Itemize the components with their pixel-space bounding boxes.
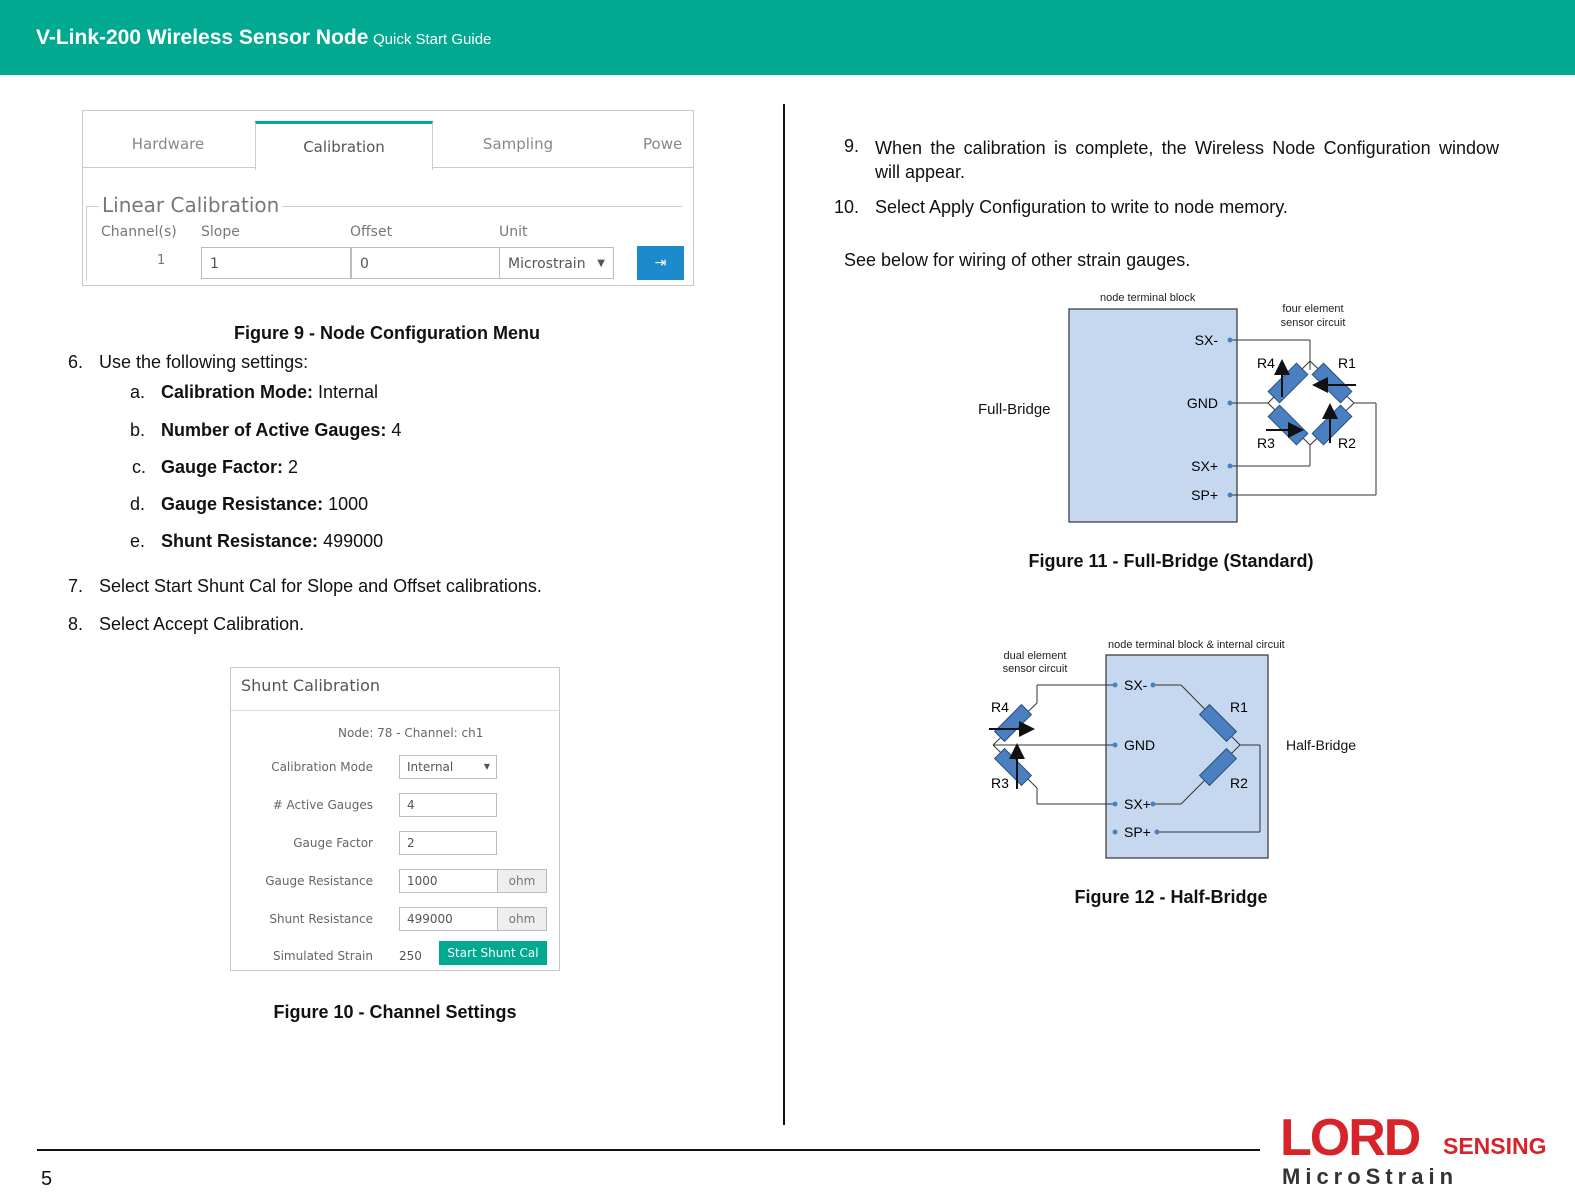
setting-label: Gauge Resistance: bbox=[161, 494, 324, 514]
offset-input[interactable]: 0 bbox=[351, 247, 500, 279]
footer-rule bbox=[37, 1149, 1260, 1151]
full-bridge-label: Full-Bridge bbox=[978, 401, 1051, 418]
half-bridge-diagram bbox=[975, 633, 1375, 863]
logo-microstrain: MicroStrain bbox=[1282, 1164, 1459, 1189]
figure-11-caption: Figure 11 - Full-Bridge (Standard) bbox=[1028, 551, 1314, 571]
setting-value: 1000 bbox=[328, 494, 369, 514]
circuit-label-line2: sensor circuit bbox=[1280, 317, 1346, 329]
step-10-number: 10. bbox=[834, 197, 860, 217]
calibration-mode-label: Calibration Mode bbox=[271, 760, 373, 774]
half-bridge-label: Half-Bridge bbox=[1286, 737, 1357, 753]
r2-label: R2 bbox=[1338, 435, 1356, 451]
linear-calibration-title: Linear Calibration bbox=[99, 193, 282, 217]
setting-gauge-resistance bbox=[161, 494, 368, 515]
gauge-factor-input[interactable]: 2 bbox=[399, 831, 497, 855]
shunt-resistance-unit: ohm bbox=[497, 907, 547, 931]
page-number: 5 bbox=[41, 1168, 53, 1190]
setting-label: Shunt Resistance: bbox=[161, 531, 319, 551]
sp-plus-label: SP+ bbox=[1191, 487, 1218, 503]
step-8-text: Select Accept Calibration. bbox=[99, 614, 305, 634]
setting-label: Calibration Mode: bbox=[161, 382, 313, 402]
step-6-number: 6. bbox=[68, 352, 84, 372]
step-7-number: 7. bbox=[68, 576, 84, 596]
step-9-number: 9. bbox=[844, 136, 860, 156]
gnd-label: GND bbox=[1124, 737, 1156, 753]
simulated-strain-label: Simulated Strain bbox=[272, 949, 373, 963]
logo-sensing: SENSING bbox=[1443, 1133, 1547, 1159]
tab-calibration[interactable]: Calibration bbox=[255, 121, 433, 170]
sx-minus-label: SX- bbox=[1124, 677, 1148, 693]
gauge-resistance-unit: ohm bbox=[497, 869, 547, 893]
setting-value: 2 bbox=[288, 457, 299, 477]
apply-calibration-button[interactable] bbox=[637, 246, 684, 280]
full-bridge-diagram bbox=[970, 285, 1390, 530]
setting-label: Gauge Factor: bbox=[161, 457, 284, 477]
gauge-factor-label: Gauge Factor bbox=[293, 836, 373, 850]
column-divider bbox=[783, 104, 785, 1125]
active-gauges-label: # Active Gauges bbox=[272, 798, 373, 812]
setting-c-letter: c. bbox=[132, 457, 147, 477]
step-7-text: Select Start Shunt Cal for Slope and Offset calibrations. bbox=[99, 576, 542, 596]
simulated-strain-value: 250 bbox=[399, 949, 422, 963]
r4-label: R4 bbox=[1257, 355, 1275, 371]
shunt-calibration-title: Shunt Calibration bbox=[241, 676, 380, 695]
channel-value: 1 bbox=[157, 253, 166, 268]
step-8-number: 8. bbox=[68, 614, 84, 634]
channel-column-label: Channel(s) bbox=[101, 224, 177, 240]
shunt-calibration-screenshot bbox=[230, 667, 560, 971]
step-9-text: When the calibration is complete, the Wireless Node Configuration window will appear. bbox=[875, 138, 1499, 182]
setting-d-letter: d. bbox=[130, 494, 146, 514]
tab-power[interactable]: Powe bbox=[643, 135, 683, 153]
sp-plus-label: SP+ bbox=[1124, 824, 1151, 840]
calibration-mode-value: Internal bbox=[407, 760, 454, 774]
setting-value: 4 bbox=[391, 420, 402, 440]
unit-select[interactable] bbox=[499, 247, 614, 279]
shunt-resistance-label: Shunt Resistance bbox=[269, 912, 373, 926]
step-6-text: Use the following settings: bbox=[99, 352, 309, 372]
page-header bbox=[0, 0, 1575, 75]
setting-shunt-resistance bbox=[161, 531, 383, 552]
logo-lord: LORD bbox=[1280, 1109, 1420, 1167]
setting-label: Number of Active Gauges: bbox=[161, 420, 387, 440]
node-config-screenshot bbox=[82, 110, 694, 286]
sx-minus-label: SX- bbox=[1194, 332, 1218, 348]
tab-sampling[interactable]: Sampling bbox=[482, 135, 554, 153]
document-subtitle: Quick Start Guide bbox=[373, 31, 492, 48]
block-label: node terminal block & internal circuit bbox=[1108, 639, 1285, 651]
lord-sensing-logo bbox=[1280, 1109, 1550, 1189]
setting-b-letter: b. bbox=[130, 420, 146, 440]
setting-calibration-mode bbox=[161, 382, 378, 403]
figure-9-caption: Figure 9 - Node Configuration Menu bbox=[234, 323, 540, 343]
unit-column-label: Unit bbox=[499, 224, 528, 240]
active-gauges-input[interactable]: 4 bbox=[399, 793, 497, 817]
r1-label: R1 bbox=[1230, 699, 1248, 715]
title-divider bbox=[231, 710, 559, 711]
setting-value: Internal bbox=[318, 382, 379, 402]
circuit-label-line1: four element bbox=[1282, 303, 1344, 315]
r3-label: R3 bbox=[1257, 435, 1275, 451]
node-channel-label: Node: 78 - Channel: ch1 bbox=[338, 726, 484, 740]
setting-gauge-factor bbox=[161, 457, 298, 478]
block-label: node terminal block bbox=[1100, 292, 1196, 304]
gauge-resistance-input[interactable]: 1000 bbox=[399, 869, 498, 893]
figure-10-caption: Figure 10 - Channel Settings bbox=[273, 1002, 517, 1022]
wiring-note: See below for wiring of other strain gauges. bbox=[844, 250, 1191, 270]
sx-plus-label: SX+ bbox=[1124, 796, 1151, 812]
r3-label: R3 bbox=[991, 775, 1009, 791]
r4-label: R4 bbox=[991, 699, 1009, 715]
gauge-resistance-label: Gauge Resistance bbox=[265, 874, 373, 888]
transfer-icon: ⇥ bbox=[654, 255, 667, 271]
figure-12-caption: Figure 12 - Half-Bridge bbox=[1074, 887, 1268, 907]
gnd-label: GND bbox=[1186, 395, 1218, 411]
slope-input[interactable]: 1 bbox=[201, 247, 351, 279]
setting-e-letter: e. bbox=[130, 531, 146, 551]
r1-label: R1 bbox=[1338, 355, 1356, 371]
chevron-down-icon: ▼ bbox=[483, 762, 490, 771]
offset-column-label: Offset bbox=[350, 224, 393, 240]
unit-select-value: Microstrain bbox=[508, 256, 586, 272]
step-10-text: Select Apply Configuration to write to node memory. bbox=[875, 197, 1288, 217]
document-title: V-Link-200 Wireless Sensor Node bbox=[36, 26, 369, 49]
circuit-label-line2: sensor circuit bbox=[1002, 663, 1068, 675]
calibration-mode-select[interactable] bbox=[399, 755, 497, 779]
chevron-down-icon: ▼ bbox=[597, 258, 605, 269]
tab-hardware[interactable]: Hardware bbox=[131, 135, 205, 153]
r2-label: R2 bbox=[1230, 775, 1248, 791]
setting-active-gauges bbox=[161, 420, 401, 441]
setting-value: 499000 bbox=[323, 531, 384, 551]
sx-plus-label: SX+ bbox=[1191, 458, 1218, 474]
shunt-resistance-input[interactable]: 499000 bbox=[399, 907, 498, 931]
resistors bbox=[1268, 363, 1352, 445]
slope-column-label: Slope bbox=[201, 224, 240, 240]
setting-a-letter: a. bbox=[130, 382, 146, 402]
circuit-label-line1: dual element bbox=[1003, 650, 1067, 662]
start-shunt-cal-button[interactable]: Start Shunt Cal bbox=[439, 941, 547, 965]
